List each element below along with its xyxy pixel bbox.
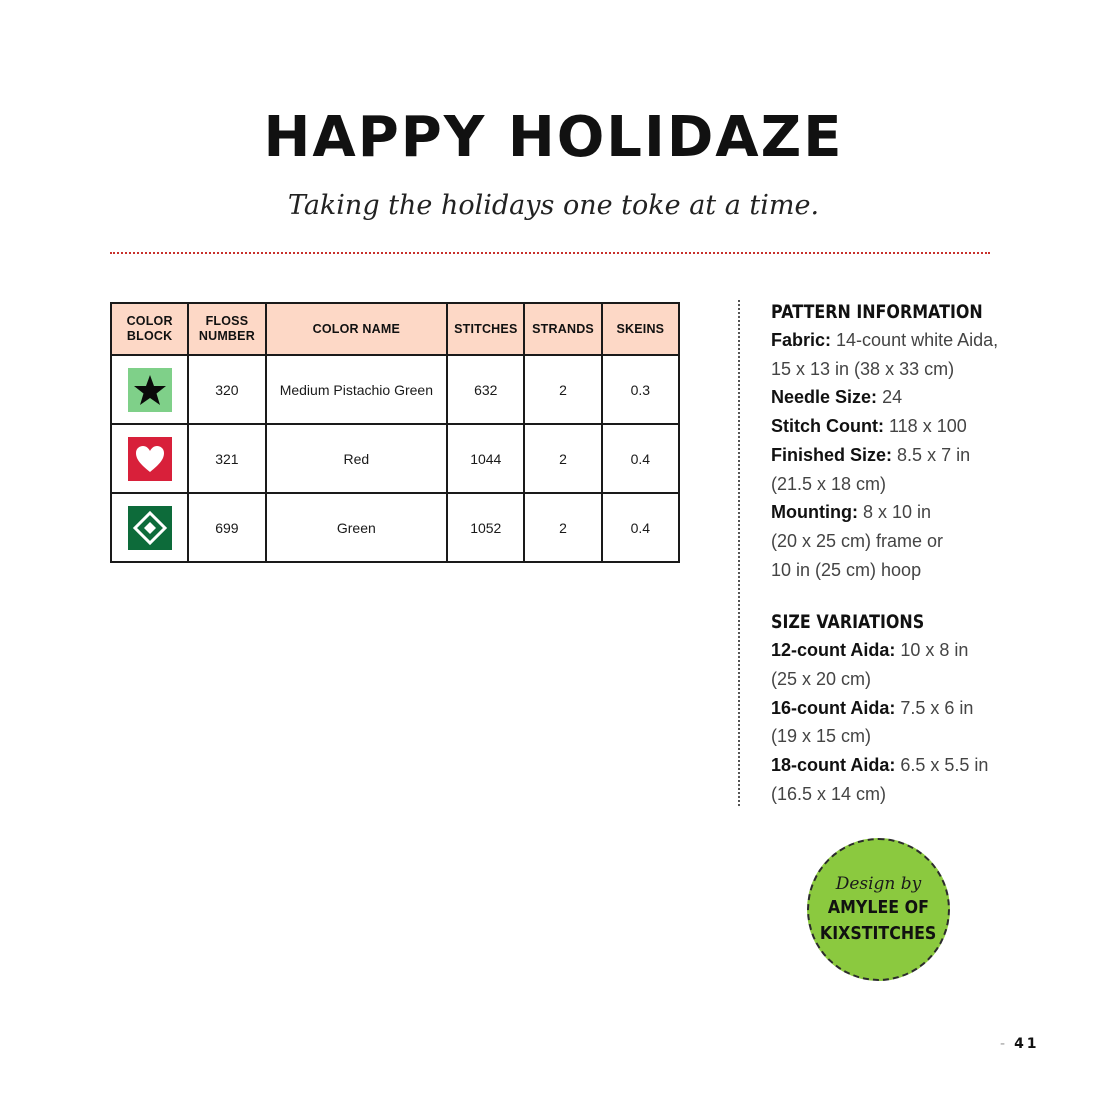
finished-size-value: 8.5 x 7 in (897, 444, 971, 465)
stitch-count-value: 118 x 100 (889, 416, 967, 437)
mounting-value: 8 x 10 in (862, 502, 932, 523)
header-color-name: COLOR NAME (266, 303, 448, 355)
needle-label: Needle Size: (771, 387, 878, 408)
variation-12-label: 12-count Aida: (771, 640, 896, 661)
designer-badge (807, 838, 950, 981)
size-variations-heading: SIZE VARIATIONS (771, 612, 925, 634)
color-name: Medium Pistachio Green (266, 355, 448, 424)
section-spacer (771, 584, 1071, 610)
strands-value: 2 (524, 355, 601, 424)
page-title: HAPPY HOLIDAZE (263, 105, 844, 170)
badge-design-by: Design by (835, 873, 922, 894)
page-subtitle: Taking the holidays one toke at a time. (287, 190, 820, 221)
header-floss-number: FLOSS NUMBER (188, 303, 265, 355)
table-row (111, 355, 679, 424)
needle-line (771, 383, 1071, 412)
page-number-dash: - (1000, 1036, 1009, 1052)
variation-12-line (771, 636, 1071, 665)
color-block-cell (111, 493, 188, 562)
mounting-label: Mounting: (771, 502, 858, 523)
star-icon (133, 373, 167, 407)
skeins-value: 0.4 (602, 424, 679, 493)
strands-value: 2 (524, 424, 601, 493)
title-divider (110, 252, 990, 254)
header-skeins: SKEINS (602, 303, 679, 355)
header-stitches: STITCHES (447, 303, 524, 355)
badge-name-line-1: AMYLEE OF (827, 896, 930, 918)
star-swatch (128, 368, 172, 412)
stitches-value: 632 (447, 355, 524, 424)
finished-size-metric: (21.5 x 18 cm) (771, 473, 887, 494)
needle-value: 24 (882, 387, 903, 408)
variation-18-label: 18-count Aida: (771, 755, 896, 776)
heart-icon (134, 443, 166, 475)
stitch-count-label: Stitch Count: (771, 416, 884, 437)
finished-size-line (771, 441, 1071, 470)
page-number-value: 41 (1014, 1036, 1040, 1052)
mounting-frame-line: (20 x 25 cm) frame or (771, 530, 944, 551)
color-block-cell (111, 424, 188, 493)
table-header-row (111, 303, 679, 355)
table-row (111, 493, 679, 562)
fabric-line (771, 326, 1071, 355)
variation-16-label: 16-count Aida: (771, 697, 896, 718)
color-block-cell (111, 355, 188, 424)
floss-number: 699 (188, 493, 265, 562)
pattern-info-heading: PATTERN INFORMATION (771, 302, 983, 323)
color-name: Green (266, 493, 448, 562)
variation-12-value: 10 x 8 in (900, 640, 969, 661)
header-strands: STRANDS (524, 303, 601, 355)
info-column (771, 300, 1071, 809)
stitches-value: 1044 (447, 424, 524, 493)
finished-size-label: Finished Size: (771, 444, 893, 465)
color-name: Red (266, 424, 448, 493)
stitch-count-line (771, 412, 1071, 441)
header-color-block: COLOR BLOCK (111, 303, 188, 355)
heart-swatch (128, 437, 172, 481)
variation-16-value: 7.5 x 6 in (900, 697, 974, 718)
floss-number: 320 (188, 355, 265, 424)
skeins-value: 0.4 (602, 493, 679, 562)
page-number (1000, 1036, 1040, 1052)
variation-18-line (771, 751, 1071, 780)
fabric-label: Fabric: (771, 330, 832, 350)
variation-16-line (771, 694, 1071, 723)
skeins-value: 0.3 (602, 355, 679, 424)
diamond-swatch (128, 506, 172, 550)
variation-16-metric: (19 x 15 cm) (771, 726, 872, 747)
column-divider (738, 300, 740, 806)
mounting-hoop-line: 10 in (25 cm) hoop (771, 559, 922, 580)
mounting-line (771, 498, 1071, 527)
fabric-value: 14-count white Aida, (836, 330, 999, 350)
variation-18-metric: (16.5 x 14 cm) (771, 783, 887, 804)
floss-table (110, 302, 680, 563)
table-row (111, 424, 679, 493)
floss-number: 321 (188, 424, 265, 493)
strands-value: 2 (524, 493, 601, 562)
variation-12-metric: (25 x 20 cm) (771, 669, 872, 690)
badge-name-line-2: KIXSTITCHES (820, 922, 937, 944)
variation-18-value: 6.5 x 5.5 in (900, 755, 989, 776)
diamond-icon (132, 510, 168, 546)
stitches-value: 1052 (447, 493, 524, 562)
fabric-size-line: 15 x 13 in (38 x 33 cm) (771, 358, 955, 379)
